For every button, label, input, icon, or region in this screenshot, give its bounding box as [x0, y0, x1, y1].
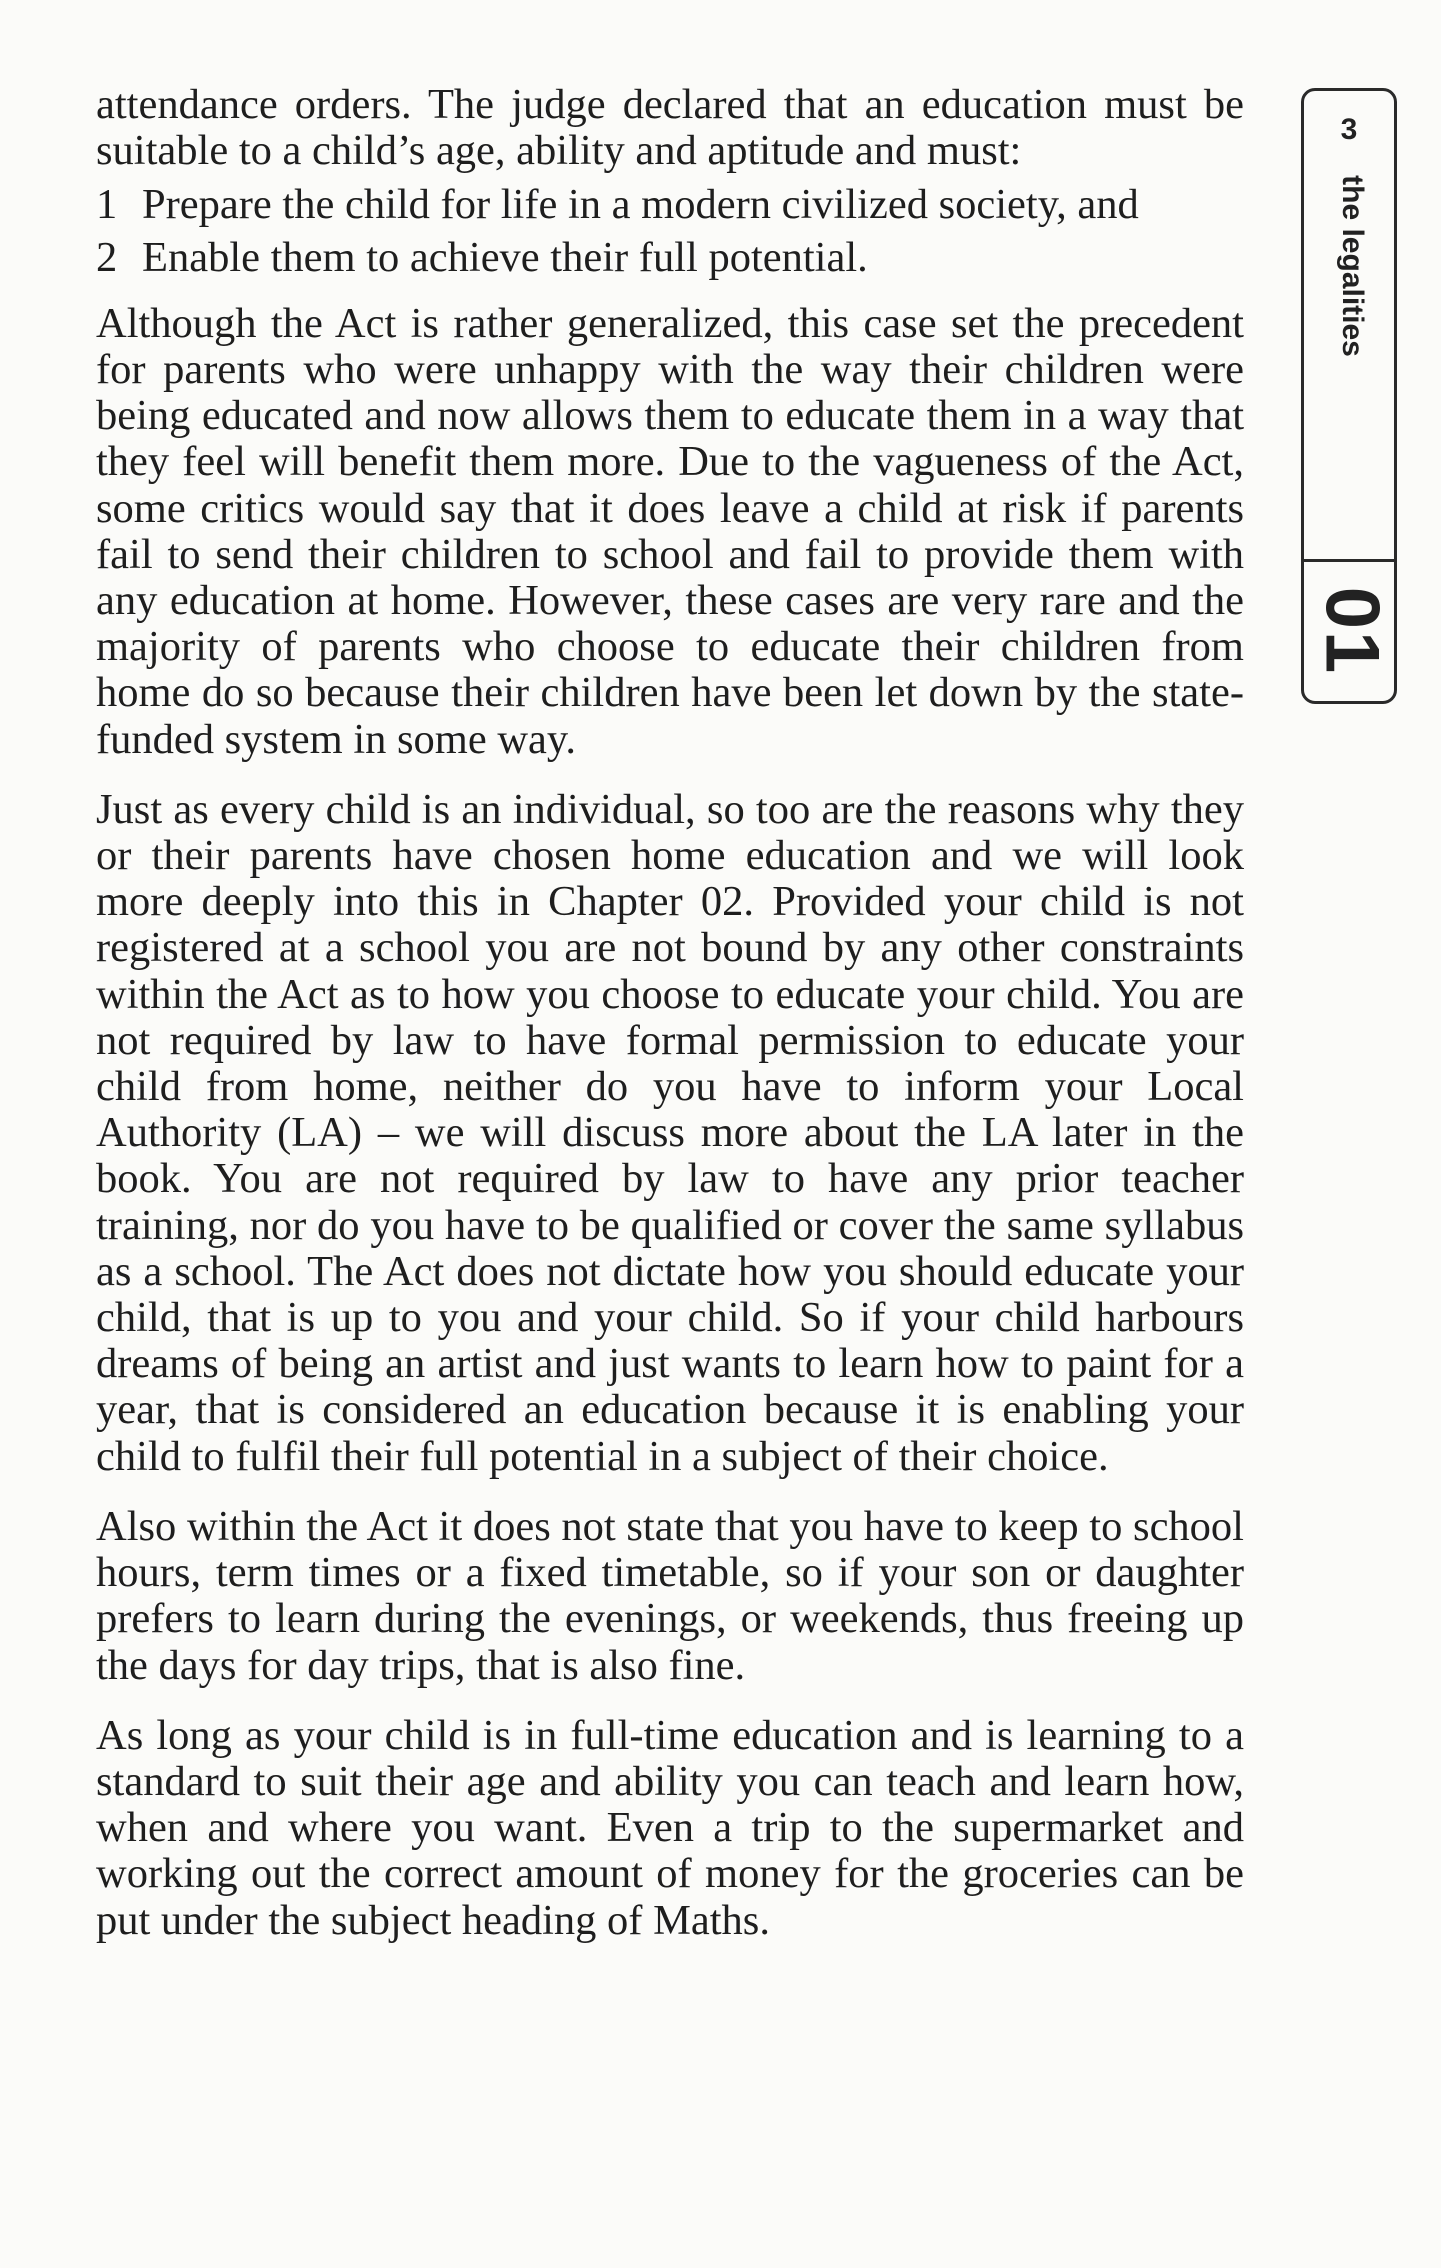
- paragraph: As long as your child is in full-time education and is learning to a standard to suit their age and ability you can teach and learn how, when and where you want. Even a trip to the supermarket and working out the correct amount of money for the groceries can be put under the subject heading of Maths.: [96, 1711, 1244, 1944]
- list-item: [96, 235, 1244, 281]
- page-number: 3: [1340, 113, 1358, 146]
- page-body: [96, 82, 1244, 1968]
- numbered-list: [96, 182, 1244, 280]
- chapter-number: 01: [1309, 586, 1395, 676]
- list-item-text: Enable them to achieve their full potential.: [142, 233, 868, 281]
- list-item-number: 1: [96, 181, 118, 229]
- list-item: [96, 182, 1244, 228]
- paragraph: Although the Act is rather generalized, this case set the precedent for parents who were unhappy with the way their children were being educated and now allows them to educate them in a way that they feel will benefit them more. Due to the vagueness of the Act, some critics would say that it does leave a child at risk if parents fail to send their children to school and fail to provide them with any education at home. However, these cases are very rare and the majority of parents who choose to educate their children from home do so because their children have been let down by the state-funded system in some way.: [96, 299, 1244, 763]
- list-item-text: Prepare the child for life in a modern civilized society, and: [142, 181, 1139, 229]
- paragraph: Also within the Act it does not state that you have to keep to school hours, term times or a fixed timetable, so if your son or daughter prefers to learn during the evenings, or weekends, thus freeing up the days for day trips, that is also fine.: [96, 1502, 1244, 1689]
- chapter-tab: [1301, 88, 1397, 704]
- intro-paragraph: attendance orders. The judge declared that an education must be suitable to a child’s age, ability and aptitude and must:: [96, 81, 1244, 175]
- paragraph: Just as every child is an individual, so too are the reasons why they or their parents have chosen home education and we will look more deeply into this in Chapter 02. Provided your child is not registered at a school you are not bound by any other constraints within the Act as to how you choose to educate your child. You are not required by law to have formal permission to educate your child from home, neither do you have to inform your Local Authority (LA) – we will discuss more about the LA later in the book. You are not required by law to have any prior teacher training, nor do you have to be qualified or cover the same syllabus as a school. The Act does not dictate how you should educate your child, that is up to you and your child. So if your child harbours dreams of being an artist and just wants to learn how to paint for a year, that is considered an education because it is enabling your child to fulfil their full potential in a subject of their choice.: [96, 785, 1244, 1480]
- chapter-title: the legalities: [1336, 175, 1369, 357]
- tab-divider: [1301, 559, 1397, 562]
- list-item-number: 2: [96, 233, 118, 281]
